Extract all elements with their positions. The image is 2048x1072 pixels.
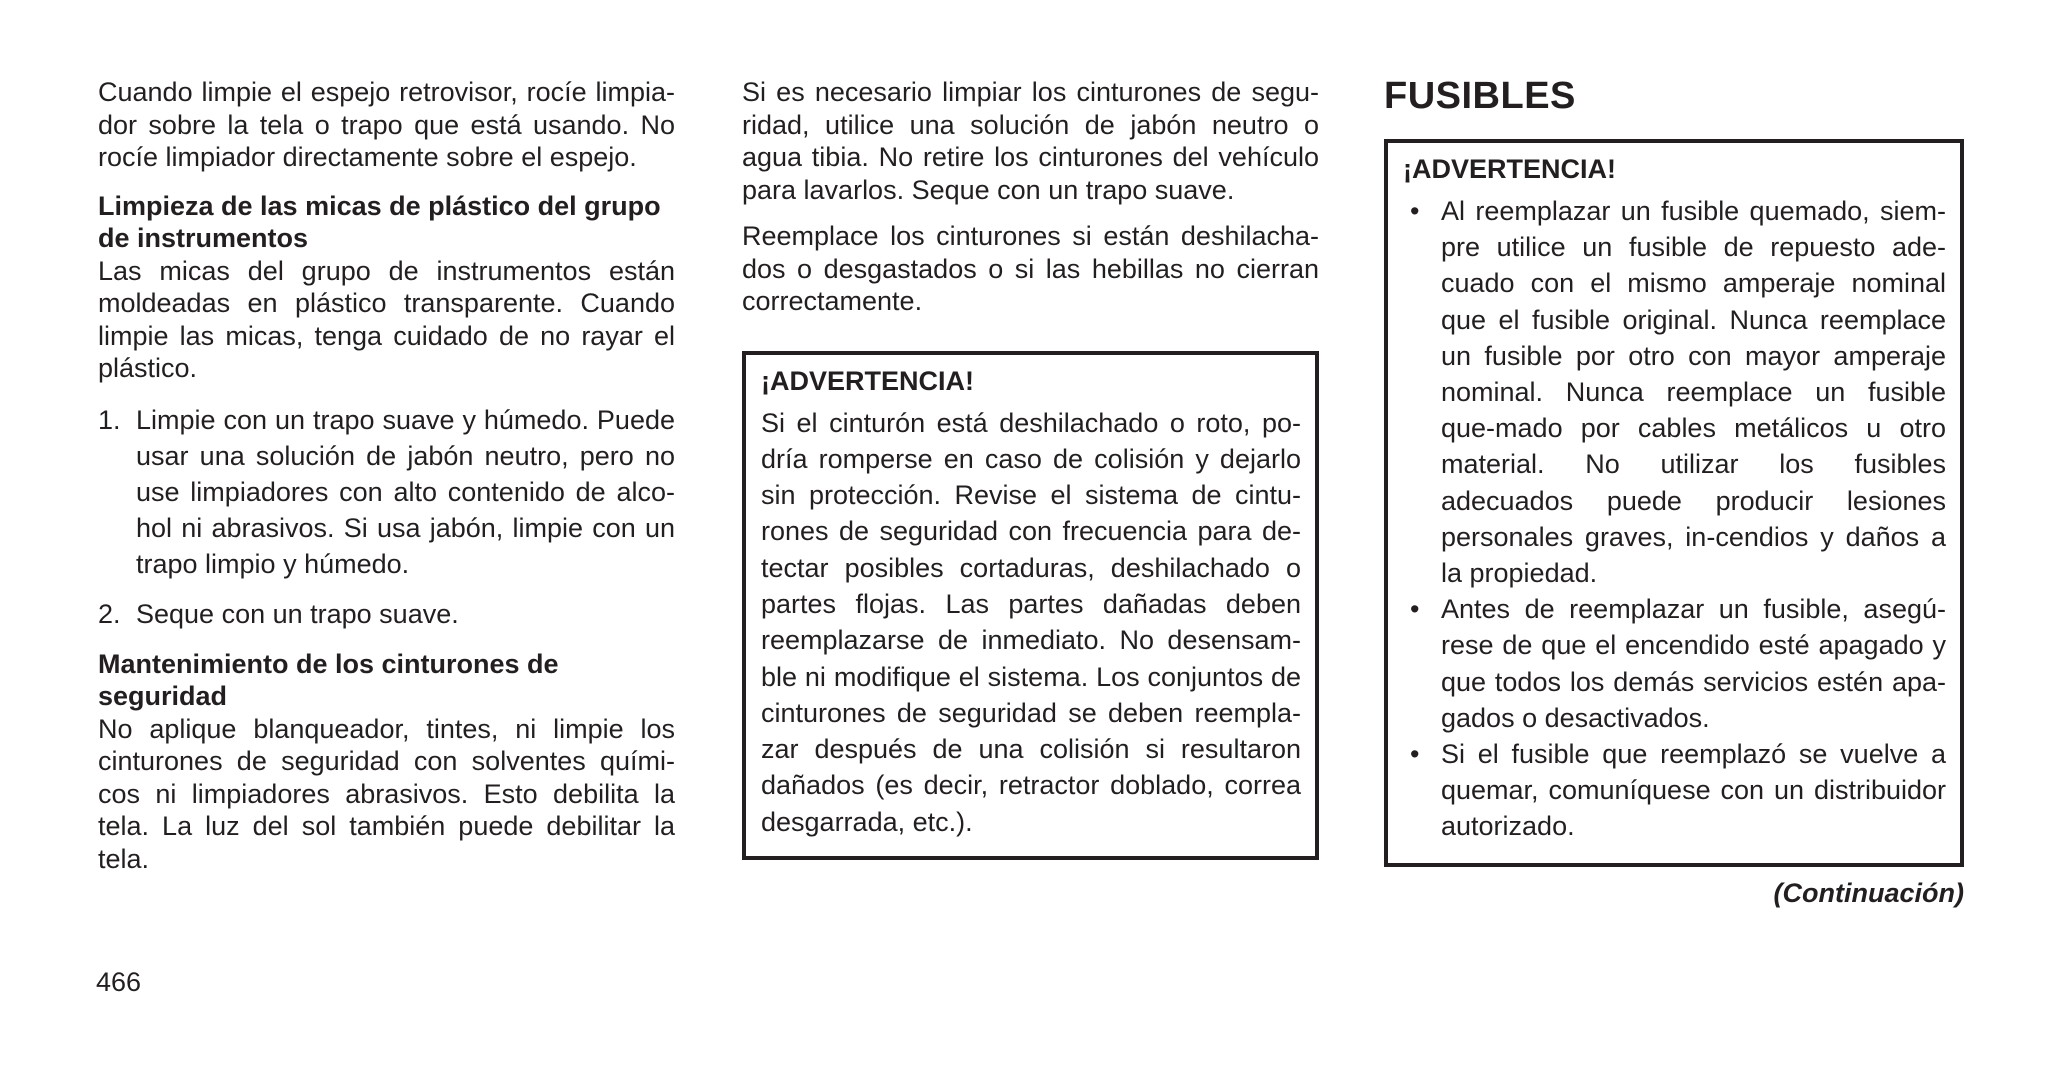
mirror-cleaning-paragraph: Cuando limpie el espejo retrovisor, rocíe limpia-dor sobre la tela o trapo que está usando. No rocíe limpiador directamente sobre el espejo. <box>98 77 675 172</box>
seatbelt-maintenance-heading: Mantenimiento de los cinturones de seguridad <box>98 648 559 711</box>
step-text: Seque con un trapo suave. <box>136 598 459 629</box>
seatbelt-replace-paragraph: Reemplace los cinturones si están deshilacha-dos o desgastados o si las hebillas no cierran correctamente. <box>742 221 1319 316</box>
column-middle <box>742 76 1319 860</box>
bullet-icon: • <box>1410 739 1420 770</box>
column-right <box>1384 76 1964 911</box>
seatbelt-maintenance-paragraph: No aplique blanqueador, tintes, ni limpie los cinturones de seguridad con solventes quími-cos ni limpiadores abrasivos. Esto debilita la tela. La luz del sol también puede debilitar la tela. <box>98 713 675 874</box>
fuses-warning-box <box>1384 139 1964 867</box>
column-left <box>98 76 675 875</box>
step-text: Limpie con un trapo suave y húmedo. Puede usar una solución de jabón neutro, pero no use limpiadores con alto contenido de alco-hol ni abrasivos. Si usa jabón, limpie con un trapo limpio y húmedo. <box>136 404 675 579</box>
warning-title: ¡ADVERTENCIA! <box>1403 154 1616 184</box>
lens-cleaning-heading: Limpieza de las micas de plástico del grupo de instrumentos <box>98 190 661 253</box>
fuses-section-title: FUSIBLES <box>1384 75 1576 117</box>
page-number: 466 <box>96 967 142 997</box>
list-item <box>1403 591 1946 736</box>
bullet-icon: • <box>1410 594 1420 625</box>
bullet-text: Al reemplazar un fusible quemado, siem-pre utilice un fusible de repuesto ade-cuado con el mismo amperaje nominal que el fusible original. Nunca reemplace un fusible por otro con mayor amperaje nominal. Nunca reemplace un fusible que-mado por cables metálicos u otro material. No utilizar los fusibles adecuados puede producir lesiones personales graves, in-cendios y daños a la propiedad. <box>1441 196 1946 589</box>
list-item <box>1403 736 1946 845</box>
step-number: 2. <box>98 598 121 629</box>
fuses-warning-list <box>1403 193 1946 845</box>
cleaning-steps-list <box>98 402 675 632</box>
bullet-text: Antes de reemplazar un fusible, asegú-rese de que el encendido esté apagado y que todos los demás servicios estén apa-gados o desactivados. <box>1441 594 1946 733</box>
warning-title: ¡ADVERTENCIA! <box>761 365 974 396</box>
list-item <box>98 596 675 632</box>
seatbelt-washing-paragraph: Si es necesario limpiar los cinturones de segu-ridad, utilice una solución de jabón neutro o agua tibia. No retire los cinturones del vehículo para lavarlos. Seque con un trapo suave. <box>742 77 1319 205</box>
lens-cleaning-paragraph: Las micas del grupo de instrumentos están moldeadas en plástico transparente. Cuando limpie las micas, tenga cuidado de no rayar el plástico. <box>98 255 675 383</box>
list-item <box>1403 193 1946 591</box>
bullet-icon: • <box>1410 196 1420 226</box>
warning-text: Si el cinturón está deshilachado o roto, po-dría romperse en caso de colisión y dejarlo sin protección. Revise el sistema de cintu-rones de seguridad con frecuencia para de-tectar posibles cortaduras, deshilachado o partes flojas. Las partes dañadas deben reemplazarse de inmediato. No desensam-ble ni modifique el sistema. Los conjuntos de cinturones de seguridad se deben reempla-zar después de una colisión si resultaron dañados (es decir, retractor doblado, correa desgarrada, etc.). <box>761 407 1301 837</box>
seatbelt-warning-box <box>742 351 1319 861</box>
list-item <box>98 402 675 582</box>
bullet-text: Si el fusible que reemplazó se vuelve a quemar, comuníquese con un distribuidor autorizado. <box>1441 739 1946 842</box>
step-number: 1. <box>98 404 121 435</box>
continuation-note: (Continuación) <box>1773 877 1964 908</box>
